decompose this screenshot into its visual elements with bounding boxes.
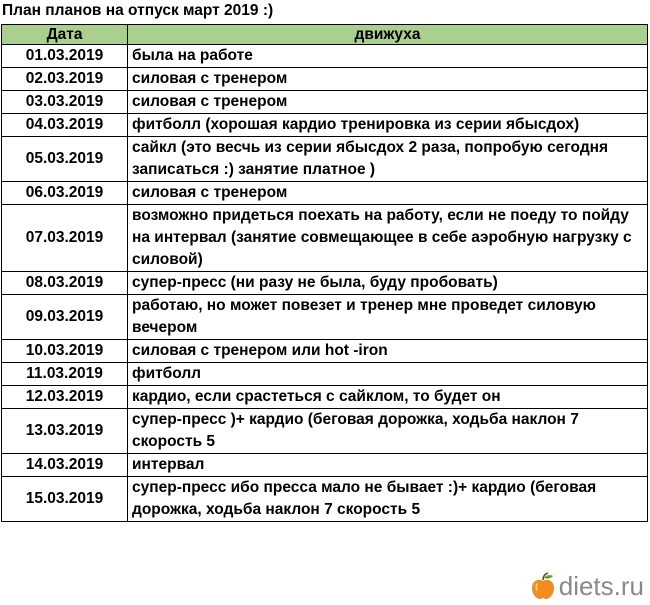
row-date: 04.03.2019: [2, 114, 128, 137]
row-activity: супер-пресс )+ кардио (беговая дорожка, ходьба наклон 7 скорость 5: [128, 409, 648, 454]
row-date: 02.03.2019: [2, 68, 128, 91]
row-activity: кардио, если срастеться с сайклом, то будет он: [128, 386, 648, 409]
table-row: [2, 91, 648, 114]
row-date: 08.03.2019: [2, 272, 128, 295]
row-activity: интервал: [128, 454, 648, 477]
row-activity: возможно придеться поехать на работу, если не поеду то пойду на интервал (занятие совмещающее в себе аэробную нагрузку с силовой): [128, 205, 648, 272]
row-date: 12.03.2019: [2, 386, 128, 409]
page-title: План планов на отпуск март 2019 :): [2, 2, 274, 19]
row-activity: фитболл: [128, 363, 648, 386]
row-activity: силовая с тренером или hot -iron: [128, 340, 648, 363]
row-date: 14.03.2019: [2, 454, 128, 477]
table-row: [2, 272, 648, 295]
table-row: [2, 205, 648, 272]
table-row: [2, 45, 648, 68]
row-activity: сайкл (это весчь из серии ябысдох 2 раза, попробую сегодня записаться :) занятие платное ): [128, 137, 648, 182]
table-row: [2, 477, 648, 522]
table-row: [2, 409, 648, 454]
row-date: 05.03.2019: [2, 137, 128, 182]
row-date: 10.03.2019: [2, 340, 128, 363]
row-activity: силовая с тренером: [128, 68, 648, 91]
watermark: [530, 571, 644, 601]
row-activity: супер-пресс ибо пресса мало не бывает :)+ кардио (беговая дорожка, ходьба наклон 7 скорость 5: [128, 477, 648, 522]
row-date: 06.03.2019: [2, 182, 128, 205]
row-date: 07.03.2019: [2, 205, 128, 272]
row-date: 11.03.2019: [2, 363, 128, 386]
row-activity: силовая с тренером: [128, 182, 648, 205]
row-date: 13.03.2019: [2, 409, 128, 454]
row-activity: фитболл (хорошая кардио тренировка из серии ябысдох): [128, 114, 648, 137]
table-row: [2, 295, 648, 340]
table-row: [2, 340, 648, 363]
apple-icon: [530, 572, 556, 600]
table-row: [2, 114, 648, 137]
table-row: [2, 386, 648, 409]
row-date: 01.03.2019: [2, 45, 128, 68]
table-row: [2, 363, 648, 386]
table-row: [2, 137, 648, 182]
table-row: [2, 454, 648, 477]
column-header-activity: движуха: [128, 25, 648, 45]
plan-table: [1, 24, 648, 522]
row-activity: была на работе: [128, 45, 648, 68]
row-activity: работаю, но может повезет и тренер мне проведет силовую вечером: [128, 295, 648, 340]
table-row: [2, 182, 648, 205]
table-header-row: [2, 25, 648, 45]
row-date: 15.03.2019: [2, 477, 128, 522]
watermark-text: diets.ru: [558, 571, 644, 601]
row-date: 03.03.2019: [2, 91, 128, 114]
row-activity: супер-пресс (ни разу не была, буду пробовать): [128, 272, 648, 295]
column-header-date: Дата: [2, 25, 128, 45]
row-date: 09.03.2019: [2, 295, 128, 340]
row-activity: силовая с тренером: [128, 91, 648, 114]
table-row: [2, 68, 648, 91]
